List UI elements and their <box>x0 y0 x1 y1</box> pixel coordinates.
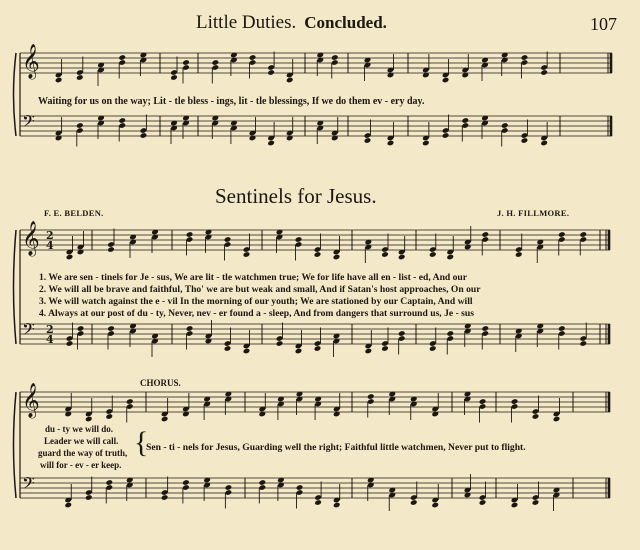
system2-treble-notehead <box>66 254 74 261</box>
system2-bass-notehead <box>186 325 194 332</box>
system2-treble-clef: 𝄞 <box>22 221 40 256</box>
system2-treble-notehead <box>107 246 115 253</box>
system2-bass-notehead <box>429 345 437 352</box>
system1-treble-notehead <box>76 74 84 81</box>
system1-bass-clef: 𝄢 <box>22 111 35 135</box>
system2-treble-time-signature: 2 <box>46 229 54 242</box>
system2-treble-notehead <box>481 231 489 238</box>
system2-bass-time-signature: 2 <box>46 323 54 336</box>
system1-treble-notehead <box>170 74 178 81</box>
verse-line-2: 2. We will all be brave and faithful, Tho' we are but weak and small, And if Satan's host approaches, On our <box>39 284 481 295</box>
system1-bass-notehead <box>140 132 148 139</box>
system3-bass-notehead <box>410 499 418 506</box>
verse-ending-1: du - ty we will do. <box>45 424 114 434</box>
system3-treble-notehead <box>511 398 519 405</box>
system3-bass-notehead <box>532 499 540 506</box>
system1-bass-notehead <box>501 122 509 129</box>
system3-bass-notehead <box>333 502 341 509</box>
verse-ending-3: guard the way of truth, <box>38 448 128 458</box>
system2-bass-notehead <box>243 348 251 355</box>
system3-brace <box>14 392 17 498</box>
system2-bass-notehead <box>276 340 284 347</box>
system1-treble-clef: 𝄞 <box>22 44 40 79</box>
system1-treble-notehead <box>331 54 339 61</box>
system1-bass-notehead <box>387 140 395 147</box>
system3-bass-notehead <box>161 494 169 501</box>
system3-treble-clef: 𝄞 <box>22 383 40 418</box>
system3-bass-notehead <box>479 499 487 506</box>
system1-treble-notehead <box>442 77 450 84</box>
page-number: 107 <box>590 14 617 34</box>
system1-treble-notehead <box>249 54 257 61</box>
system2-bass-time-signature: 4 <box>46 333 54 346</box>
composer-credit: J. H. FILLMORE. <box>497 208 570 218</box>
system2-bass-notehead <box>314 345 322 352</box>
system2-bass-notehead <box>481 325 489 332</box>
system2-treble-notehead <box>381 251 389 258</box>
system2-treble-notehead <box>446 254 454 261</box>
system2-bass-notehead <box>446 330 454 337</box>
system3-bass-notehead <box>296 484 304 491</box>
system2-bass-notehead <box>295 348 303 355</box>
system2-treble-notehead <box>398 254 406 261</box>
verse-line-1: 1. We are sen - tinels for Je - sus, We are lit - tle watchmen true; We for life have all en - list - ed, And our <box>39 272 468 283</box>
system2-bass-notehead <box>365 348 373 355</box>
song1-lyric-line: Waiting for us on the way; Lit - tle bless - ings, lit - tle blessings, If we do them ev - ery day. <box>38 96 425 107</box>
system2-treble-notehead <box>579 231 587 238</box>
system2-bass-notehead <box>77 325 85 332</box>
system1-bass-notehead <box>540 140 548 147</box>
verse-ending-4: will for - ev - er keep. <box>40 460 122 470</box>
system1-treble-notehead <box>286 77 294 84</box>
system3-treble-notehead <box>479 398 487 405</box>
system2-treble-notehead <box>314 251 322 258</box>
chorus-label: CHORUS. <box>140 378 181 388</box>
system3-bass-notehead <box>85 494 93 501</box>
system2-treble-notehead <box>243 251 251 258</box>
title-text: Little Duties. <box>196 12 297 33</box>
system1-treble-notehead <box>212 59 220 66</box>
concluded-label: Concluded. <box>304 13 387 32</box>
system3-bass-notehead <box>259 479 267 486</box>
system1-treble-notehead <box>540 69 548 76</box>
system1-treble-notehead <box>55 77 63 84</box>
song-title-sentinels: Sentinels for Jesus. <box>215 184 377 208</box>
system2-brace <box>14 230 17 344</box>
verse-brace: { <box>134 426 149 459</box>
system3-bass-notehead <box>64 502 72 509</box>
system3-treble-notehead <box>105 413 113 420</box>
system3-bass-notehead <box>431 502 439 509</box>
system1-bass-notehead <box>364 137 372 144</box>
system3-bass-notehead <box>314 499 322 506</box>
system1-treble-notehead <box>182 59 190 66</box>
system1-bass-notehead <box>267 140 275 147</box>
system3-treble-notehead <box>161 416 169 423</box>
system2-treble-notehead <box>558 231 566 238</box>
system2-bass-notehead <box>107 325 115 332</box>
system2-bass-notehead <box>66 340 74 347</box>
system2-bass-clef: 𝄢 <box>22 319 35 343</box>
system1-treble-notehead <box>267 69 275 76</box>
system2-treble-time-signature: 4 <box>46 239 54 252</box>
system2-bass-notehead <box>579 340 587 347</box>
system2-treble-notehead <box>333 254 341 261</box>
system3-treble-notehead <box>126 398 134 405</box>
system3-bass-clef: 𝄢 <box>22 473 35 497</box>
system1-treble-notehead <box>118 54 126 61</box>
system1-brace <box>14 53 17 136</box>
verse-line-3: 3. We will watch against the e - vil In the morning of our youth; We are stationed by our Captain, And will <box>39 296 473 307</box>
system3-treble-notehead <box>85 416 93 423</box>
system1-bass-notehead <box>422 140 430 147</box>
system1-bass-notehead <box>442 132 450 139</box>
system1-bass-notehead <box>118 117 126 124</box>
system2-bass-notehead <box>558 325 566 332</box>
system3-treble-notehead <box>367 393 375 400</box>
lyricist-credit: F. E. BELDEN. <box>44 208 104 218</box>
system1-bass-notehead <box>521 137 529 144</box>
system2-treble-notehead <box>515 251 523 258</box>
system3-bass-notehead <box>105 479 113 486</box>
system2-bass-notehead <box>398 330 406 337</box>
system2-bass-notehead <box>381 345 389 352</box>
verse-ending-2: Leader we will call. <box>44 436 119 446</box>
verse-line-4: 4. Always at our post of du - ty, Never, nev - er found a - sleep, And from dangers that surround us, Je - sus <box>39 308 474 319</box>
chorus-lyric: Sen - ti - nels for Jesus, Guarding well the right; Faithful little watchmen, Never put to flight. <box>146 442 526 453</box>
system3-bass-notehead <box>182 479 190 486</box>
system2-treble-notehead <box>429 251 437 258</box>
system1-bass-notehead <box>76 122 84 129</box>
system3-bass-notehead <box>225 484 233 491</box>
system3-treble-notehead <box>553 416 561 423</box>
system3-treble-notehead <box>532 413 540 420</box>
system1-bass-notehead <box>461 117 469 124</box>
system2-treble-notehead <box>186 231 194 238</box>
system2-bass-notehead <box>224 345 232 352</box>
system3-bass-notehead <box>511 502 519 509</box>
system2-treble-notehead <box>224 236 232 243</box>
system2-treble-notehead <box>295 236 303 243</box>
system1-treble-notehead <box>521 54 529 61</box>
